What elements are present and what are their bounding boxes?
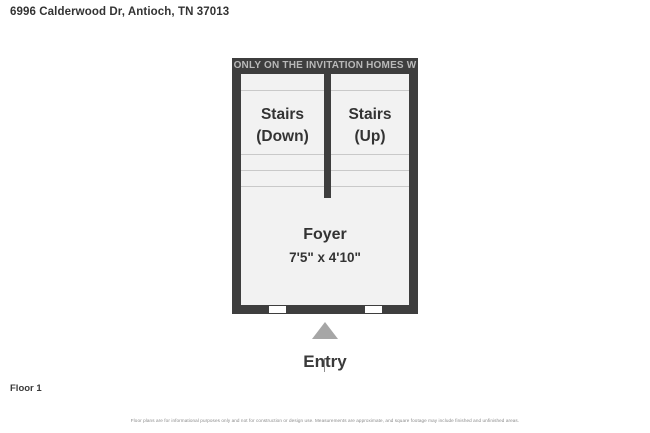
- door-opening-right: [364, 305, 383, 314]
- room-name-second-line: (Up): [354, 128, 386, 145]
- entry-arrow-icon: [312, 322, 338, 339]
- stair-tread: [331, 170, 409, 171]
- room-foyer: [241, 198, 409, 305]
- stair-tread: [331, 90, 409, 91]
- stair-tread: [241, 186, 324, 187]
- room-name: Foyer: [303, 226, 347, 243]
- watermark-text: ONLY ON THE INVITATION HOMES W: [233, 60, 417, 71]
- stair-tread: [241, 170, 324, 171]
- floor-label: Floor 1: [10, 383, 42, 394]
- stair-tread: [331, 186, 409, 187]
- room-label-foyer: [241, 226, 409, 265]
- entry-label: Entry: [303, 352, 347, 371]
- disclaimer-text: Floor plans are for informational purposes only and not for construction or design use. Measurements are approximate, and square footage may include finished and unfinished areas.: [130, 418, 520, 423]
- stair-tread: [241, 154, 324, 155]
- stair-tread: [241, 90, 324, 91]
- room-label-stairs-down: [241, 102, 324, 150]
- door-opening-left: [268, 305, 287, 314]
- room-label-stairs-up: [331, 102, 409, 150]
- stair-tread: [331, 154, 409, 155]
- room-stairs-up: [331, 74, 409, 198]
- room-name: Stairs: [348, 106, 392, 123]
- room-dimensions: 7'5" x 4'10": [289, 250, 361, 265]
- page-title: 6996 Calderwood Dr, Antioch, TN 37013: [10, 6, 230, 18]
- room-stairs-down: [241, 74, 324, 198]
- room-name: Stairs: [260, 106, 305, 123]
- room-name-second-line: (Down): [256, 128, 309, 145]
